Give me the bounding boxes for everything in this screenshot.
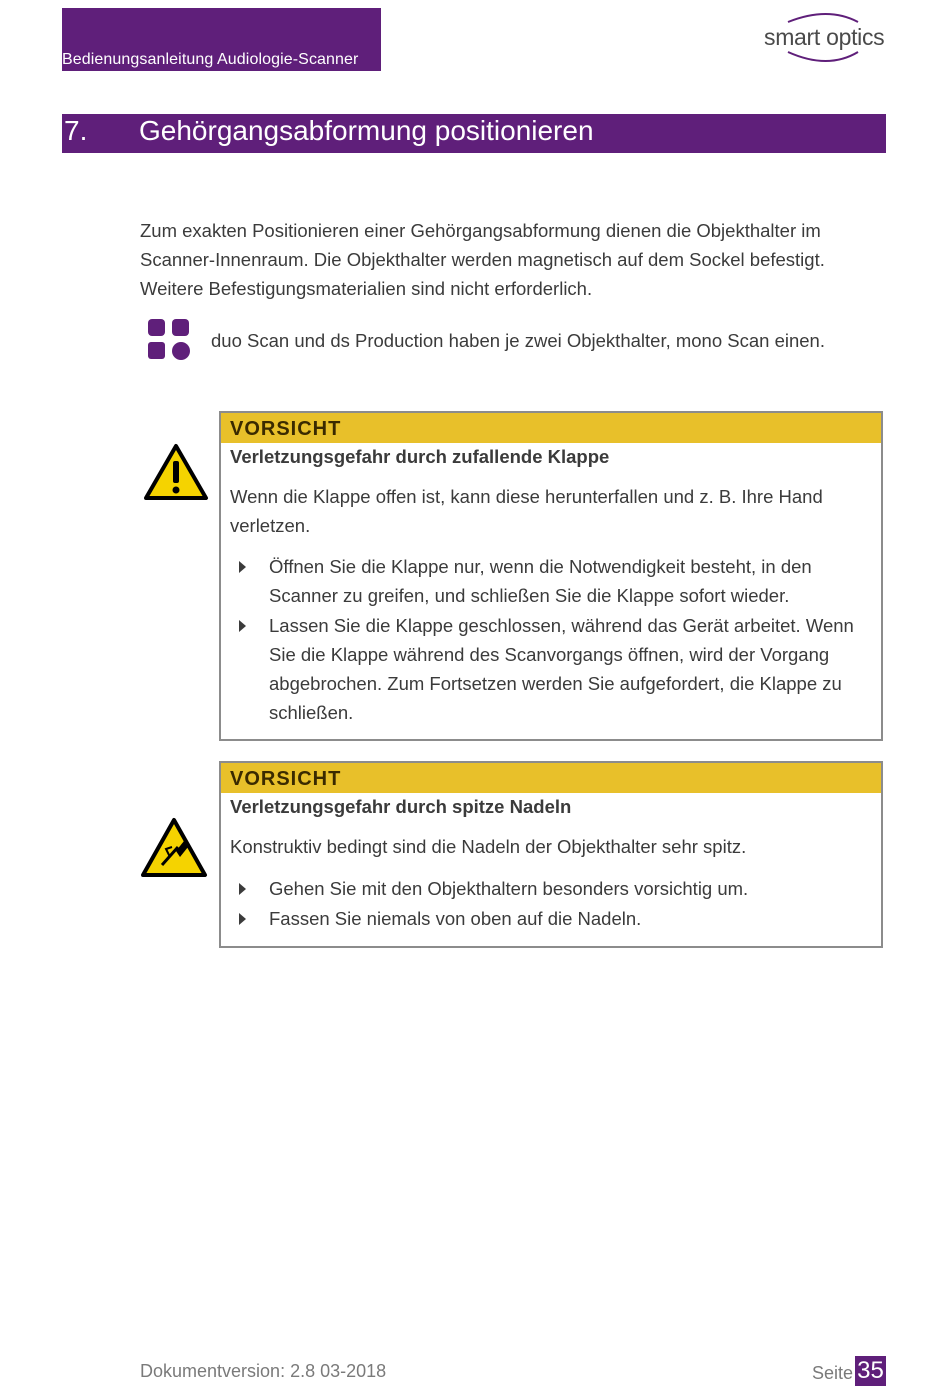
- warning-box-flap: [219, 411, 883, 741]
- document-title: Bedienungsanleitung Audiologie-Scanner: [62, 51, 359, 68]
- document-version: Dokumentversion: 2.8 03-2018: [140, 1361, 387, 1381]
- warning-description: Wenn die Klappe offen ist, kann diese herunterfallen und z. B. Ihre Hand verletzen.: [230, 486, 823, 536]
- instruction-item: [269, 904, 861, 933]
- logo-text: smart optics: [764, 24, 885, 50]
- instruction-item: [269, 552, 861, 610]
- warning-instructions: [221, 552, 881, 727]
- instruction-text: Fassen Sie niemals von oben auf die Nadeln.: [269, 907, 642, 929]
- bullet-arrow-icon: [239, 620, 246, 632]
- bullet-arrow-icon: [239, 561, 246, 573]
- header-tab: [62, 8, 381, 71]
- instruction-item: [269, 874, 861, 903]
- instruction-text: Gehen Sie mit den Objekthaltern besonders vorsichtig um.: [269, 877, 749, 899]
- warning-instructions: [221, 874, 881, 933]
- sharp-object-warning-icon: [140, 817, 208, 884]
- instruction-text: Öffnen Sie die Klappe nur, wenn die Notwendigkeit besteht, in den Scanner zu greifen, und schließen Sie die Klappe sofort wieder.: [269, 556, 812, 606]
- intro-paragraph: Zum exakten Positionieren einer Gehörgangsabformung dienen die Objekthalter im Scanner-Innenraum. Die Objekthalter werden magnetisch auf dem Sockel befestigt. Weitere Befestigungsmaterialien sind nicht erforderlich.: [140, 220, 825, 299]
- note-text: duo Scan und ds Production haben je zwei Objekthalter, mono Scan einen.: [211, 330, 825, 351]
- chapter-heading: [62, 114, 886, 153]
- instruction-item: [269, 611, 861, 727]
- warning-subtitle: Verletzungsgefahr durch spitze Nadeln: [230, 796, 572, 817]
- warning-subtitle: Verletzungsgefahr durch zufallende Klappe: [230, 446, 610, 467]
- smart-optics-logo: [758, 8, 888, 68]
- warning-label: VORSICHT: [221, 413, 881, 443]
- warning-description: Konstruktiv bedingt sind die Nadeln der Objekthalter sehr spitz.: [230, 836, 747, 857]
- warning-label: VORSICHT: [221, 763, 881, 793]
- general-warning-icon: [143, 443, 209, 506]
- bullet-arrow-icon: [239, 883, 246, 895]
- page-label: Seite: [812, 1363, 854, 1383]
- warning-box-needles: [219, 761, 883, 948]
- instruction-text: Lassen Sie die Klappe geschlossen, während das Gerät arbeitet. Wenn Sie die Klappe während des Scanvorgangs öffnen, wird der Vorgang abgebrochen. Zum Fortsetzen werden Sie aufgefordert, die Klappe zu schließen.: [269, 615, 854, 723]
- bullet-arrow-icon: [239, 913, 246, 925]
- page-number: 35: [855, 1356, 886, 1386]
- model-variants-icon: [147, 318, 193, 367]
- chapter-title: Gehörgangsabformung positionieren: [139, 115, 594, 146]
- chapter-number: 7.: [64, 115, 88, 146]
